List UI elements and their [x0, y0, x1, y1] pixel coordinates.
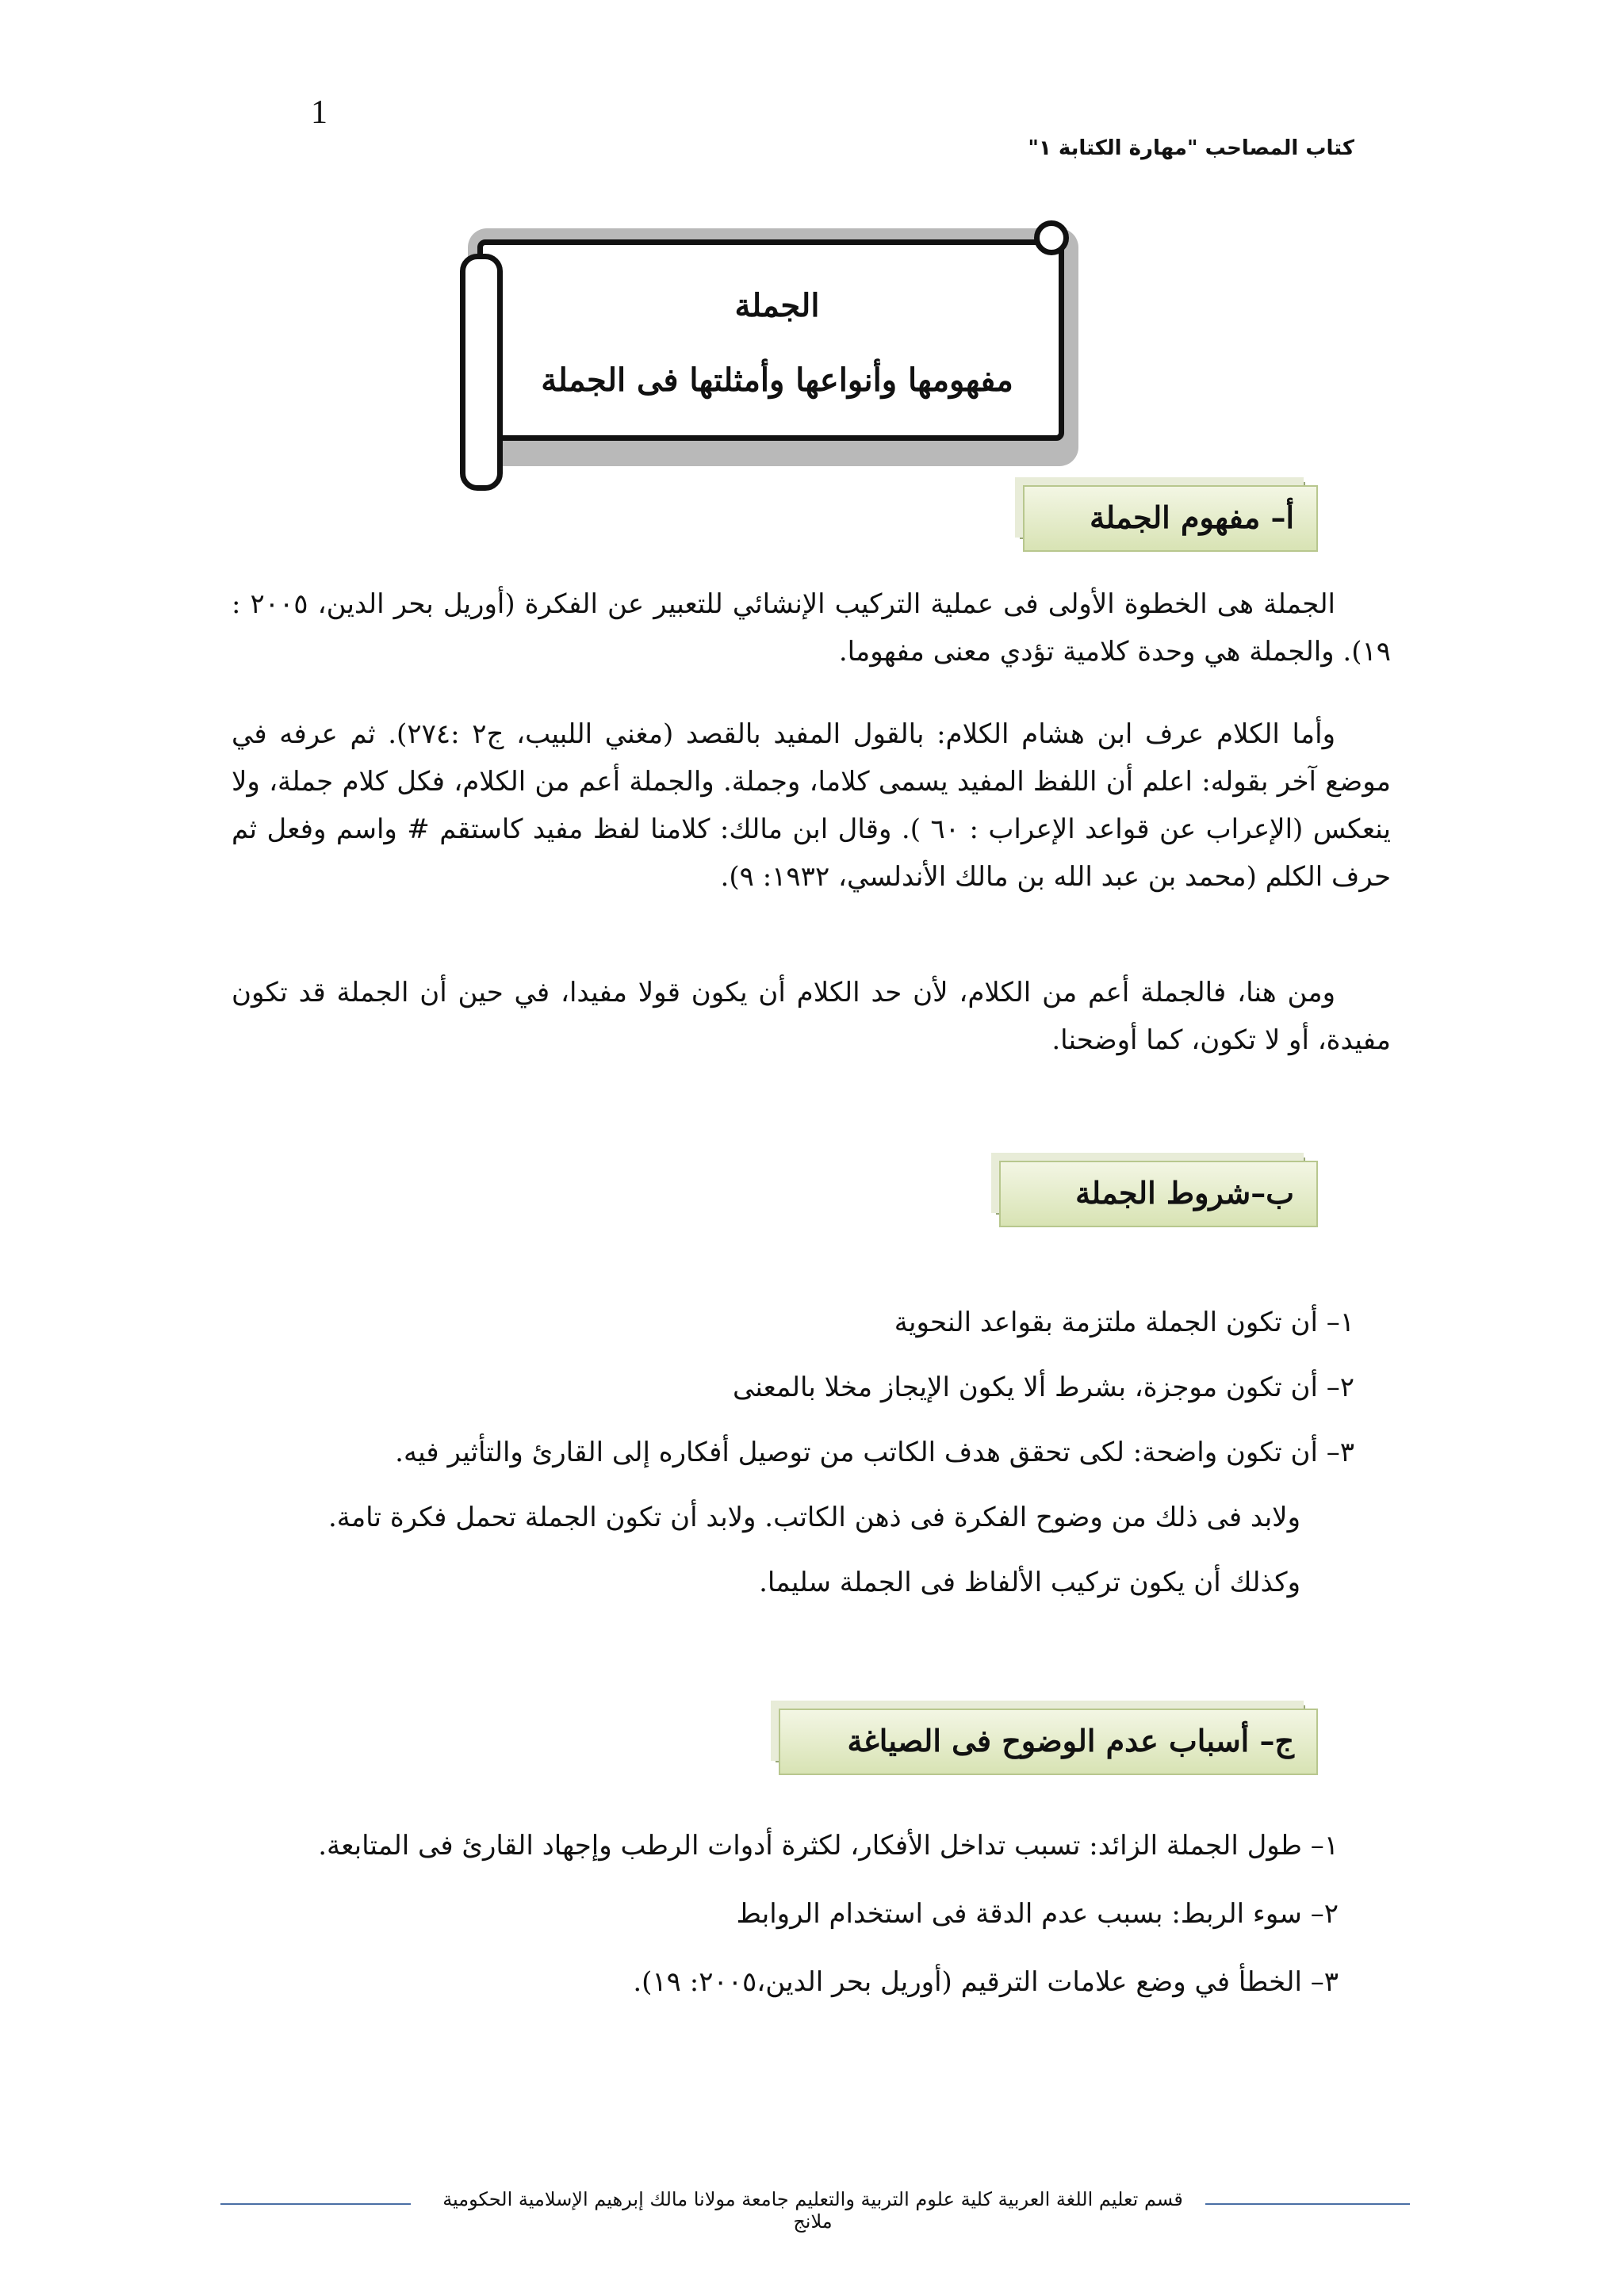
chapter-title: الجملة [734, 287, 820, 324]
condition-continuation-2: وكذلك أن يكون تركيب الألفاظ فى الجملة سليما. [759, 1567, 1300, 1598]
section-a-heading-box [1023, 485, 1318, 552]
footer-rule-right [1205, 2203, 1410, 2205]
section-a-heading: أ– مفهوم الجملة [1090, 499, 1294, 535]
section-a-paragraph-3: ومن هنا، فالجملة أعم من الكلام، لأن حد الكلام أن يكون قولا مفيدا، في حين أن الجملة قد تكون مفيدة، أو لا تكون، كما أوضحنا. [232, 977, 1391, 1056]
section-a-paragraph-2: وأما الكلام عرف ابن هشام الكلام: بالقول المفيد بالقصد (مغني اللبيب، ج٢ :٢٧٤). ثم عرفه في موضع آخر بقوله: اعلم أن اللفظ المفيد يسمى كلاما، وجملة. والجملة أعم من الكلام، فكل كلام جملة، ولا ينعكس (الإعراب عن قواعد الإعراب : ٦٠ ). وقال ابن مالك: كلامنا لفظ مفيد كاستقم # واسم وفعل ثم حرف الكلم (محمد بن عبد الله بن مالك الأندلسي، ١٩٣٢: ٩). [232, 718, 1391, 893]
section-b-heading-box [999, 1161, 1318, 1227]
chapter-subtitle: مفهومها وأنواعها وأمثلتها فى الجملة [541, 362, 1013, 399]
title-scroll-banner [444, 214, 1086, 484]
scroll-roll-top [1034, 220, 1069, 255]
section-c-heading-box [779, 1709, 1318, 1775]
condition-item-3: ٣– أن تكون واضحة: لكى تحقق هدف الكاتب من توصيل أفكاره إلى القارئ والتأثير فيه. [395, 1437, 1354, 1468]
section-c-heading: ج– أسباب عدم الوضوح فى الصياغة [847, 1723, 1294, 1758]
scroll-body [477, 239, 1064, 441]
condition-item-1: ١– أن تكون الجملة ملتزمة بقواعد النحوية [894, 1307, 1354, 1338]
footer-rule-left [220, 2203, 411, 2205]
running-header: كتاب المصاحب "مهارة الكتابة ١" [1028, 136, 1354, 160]
condition-continuation-1: ولابد فى ذلك من وضوح الفكرة فى ذهن الكاتب. ولابد أن تكون الجملة تحمل فكرة تامة. [327, 1502, 1300, 1533]
scroll-roll-left [460, 254, 503, 491]
footer-text: قسم تعليم اللغة العربية كلية علوم التربية والتعليم جامعة مولانا مالك إبرهيم الإسلامية الحكومية ملانج [442, 2188, 1183, 2233]
section-a-paragraph-1: الجملة هى الخطوة الأولى فى عملية التركيب الإنشائي للتعبير عن الفكرة (أوريل بحر الدين، ٢٠٠٥ : ١٩). والجملة هي وحدة كلامية تؤدي معنى مفهوما. [232, 588, 1391, 668]
cause-item-1: ١– طول الجملة الزائد: تسبب تداخل الأفكار، لكثرة أدوات الرطب وإجهاد القارئ فى المتابعة. [318, 1830, 1339, 1862]
page-number: 1 [311, 94, 327, 131]
cause-item-3: ٣– الخطأ في وضع علامات الترقيم (أوريل بحر الدين،٢٠٠٥: ١٩). [633, 1966, 1339, 1998]
condition-item-2: ٢– أن تكون موجزة، بشرط ألا يكون الإيجاز مخلا بالمعنى [733, 1372, 1354, 1403]
section-b-heading: ب–شروط الجملة [1075, 1175, 1294, 1211]
cause-item-2: ٢– سوء الربط: بسبب عدم الدقة فى استخدام الروابط [736, 1898, 1339, 1930]
